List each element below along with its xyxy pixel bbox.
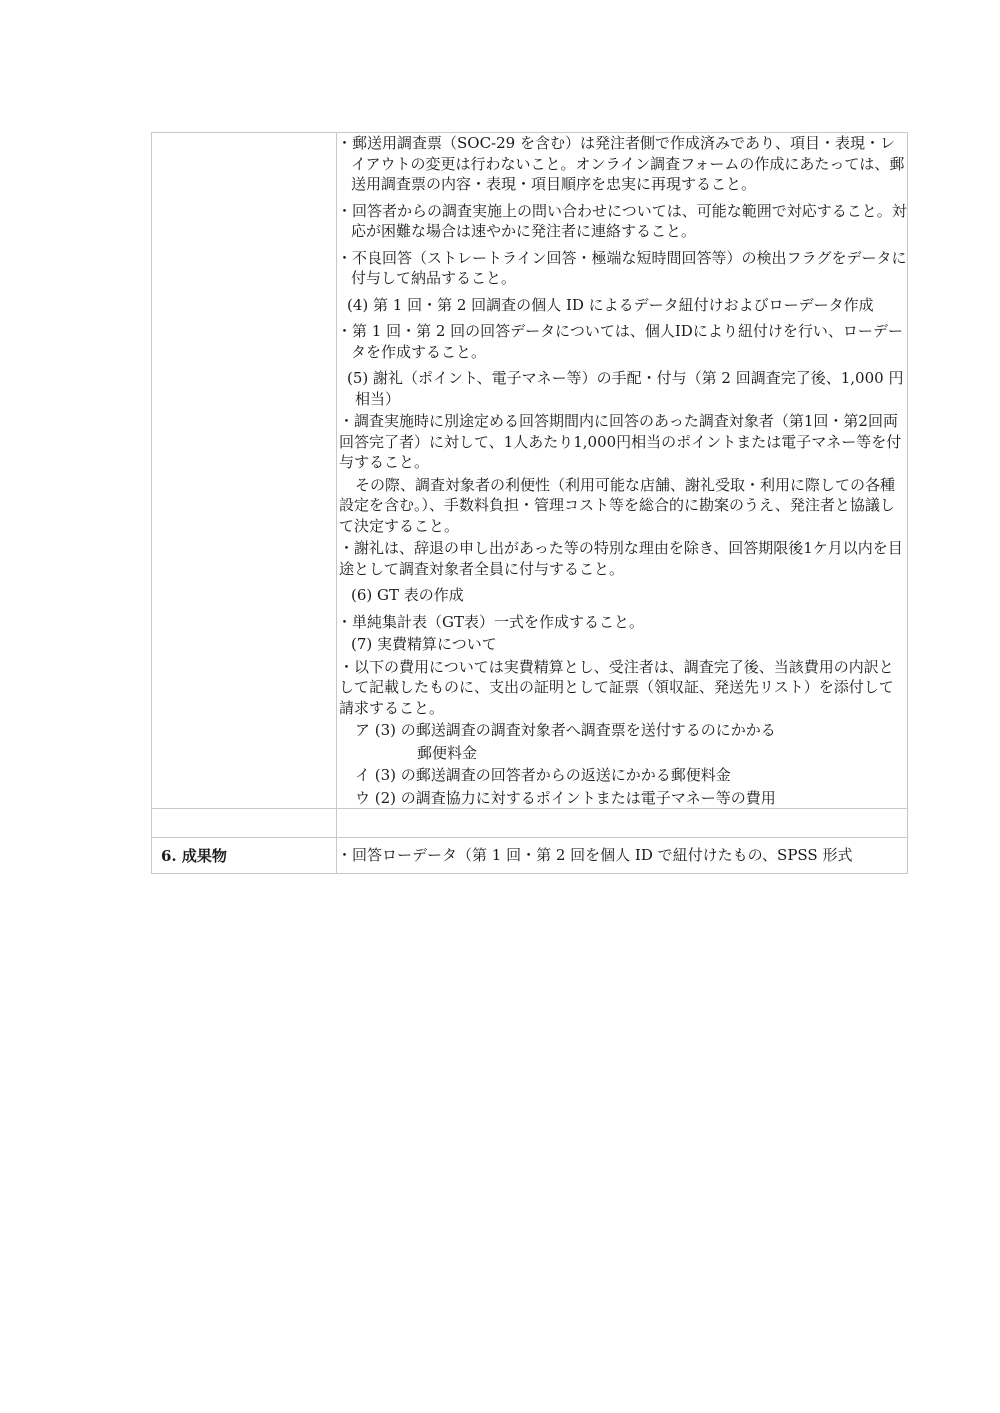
spec-table xyxy=(151,132,908,874)
row-content-cell xyxy=(337,133,908,809)
table-row xyxy=(152,133,908,809)
list-item: ウ (2) の調査協力に対するポイントまたは電子マネー等の費用 xyxy=(355,788,776,807)
section-heading: (4) 第 1 回・第 2 回調査の個人 ID によるデータ紐付けおよびローデータ作成 xyxy=(347,295,874,314)
paragraph: ・回答ローデータ（第 1 回・第 2 回を個人 ID で紐付けたもの、SPSS 形式 xyxy=(337,846,853,864)
paragraph: ・単純集計表（GT表）一式を作成すること。 xyxy=(337,612,644,631)
row-label-cell xyxy=(152,133,337,809)
paragraph: ・郵送用調査票（SOC-29 を含む）は発注者側で作成済みであり、項目・表現・レイアウトの変更は行わないこと。オンライン調査フォームの作成にあたっては、郵送用調査票の内容・表現・項目順序を忠実に再現すること。 xyxy=(337,134,905,193)
paragraph: ・謝礼は、辞退の申し出があった等の特別な理由を除き、回答期限後1ケ月以内を目途として調査対象者全員に付与すること。 xyxy=(339,539,903,578)
row-label xyxy=(152,133,336,141)
table-row xyxy=(152,838,908,874)
table-row xyxy=(152,809,908,838)
row-label-cell xyxy=(152,809,337,838)
row-content-cell xyxy=(337,838,908,874)
list-item: ア (3) の郵送調査の調査対象者へ調査票を送付するのにかかる xyxy=(355,721,776,739)
section-heading: (6) GT 表の作成 xyxy=(351,586,464,604)
row-label: 6. 成果物 xyxy=(161,847,227,865)
paragraph: ・以下の費用については実費精算とし、受注者は、調査完了後、当該費用の内訳として記載したものに、支出の証明として証票（領収証、発送先リスト）を添付して請求すること。 xyxy=(339,657,894,717)
paragraph: ・不良回答（ストレートライン回答・極端な短時間回答等）の検出フラグをデータに付与して納品すること。 xyxy=(337,248,907,287)
list-item: イ (3) の郵送調査の回答者からの返送にかかる郵便料金 xyxy=(355,766,731,784)
row-label-cell xyxy=(152,838,337,874)
paragraph: その際、調査対象者の利便性（利用可能な店舗、謝礼受取・利用に際しての各種設定を含む。）、手数料負担・管理コスト等を総合的に勘案のうえ、発注者と協議して決定すること。 xyxy=(339,475,896,535)
paragraph: ・調査実施時に別途定める回答期間内に回答のあった調査対象者（第1回・第2回両回答完了者）に対して、1人あたり1,000円相当のポイントまたは電子マネー等を付与すること。 xyxy=(339,412,902,471)
list-item-continuation: 郵便料金 xyxy=(417,743,478,762)
section-heading: (7) 実費精算について xyxy=(351,635,497,653)
section-heading: (5) 謝礼（ポイント、電子マネー等）の手配・付与（第 2 回調査完了後、1,000 円相当） xyxy=(347,369,904,408)
paragraph: ・回答者からの調査実施上の問い合わせについては、可能な範囲で対応すること。対応が困難な場合は速やかに発注者に連絡すること。 xyxy=(337,201,907,240)
paragraph: ・第 1 回・第 2 回の回答データについては、個人IDにより紐付けを行い、ローデータを作成すること。 xyxy=(337,322,903,361)
row-content-cell xyxy=(337,809,908,838)
